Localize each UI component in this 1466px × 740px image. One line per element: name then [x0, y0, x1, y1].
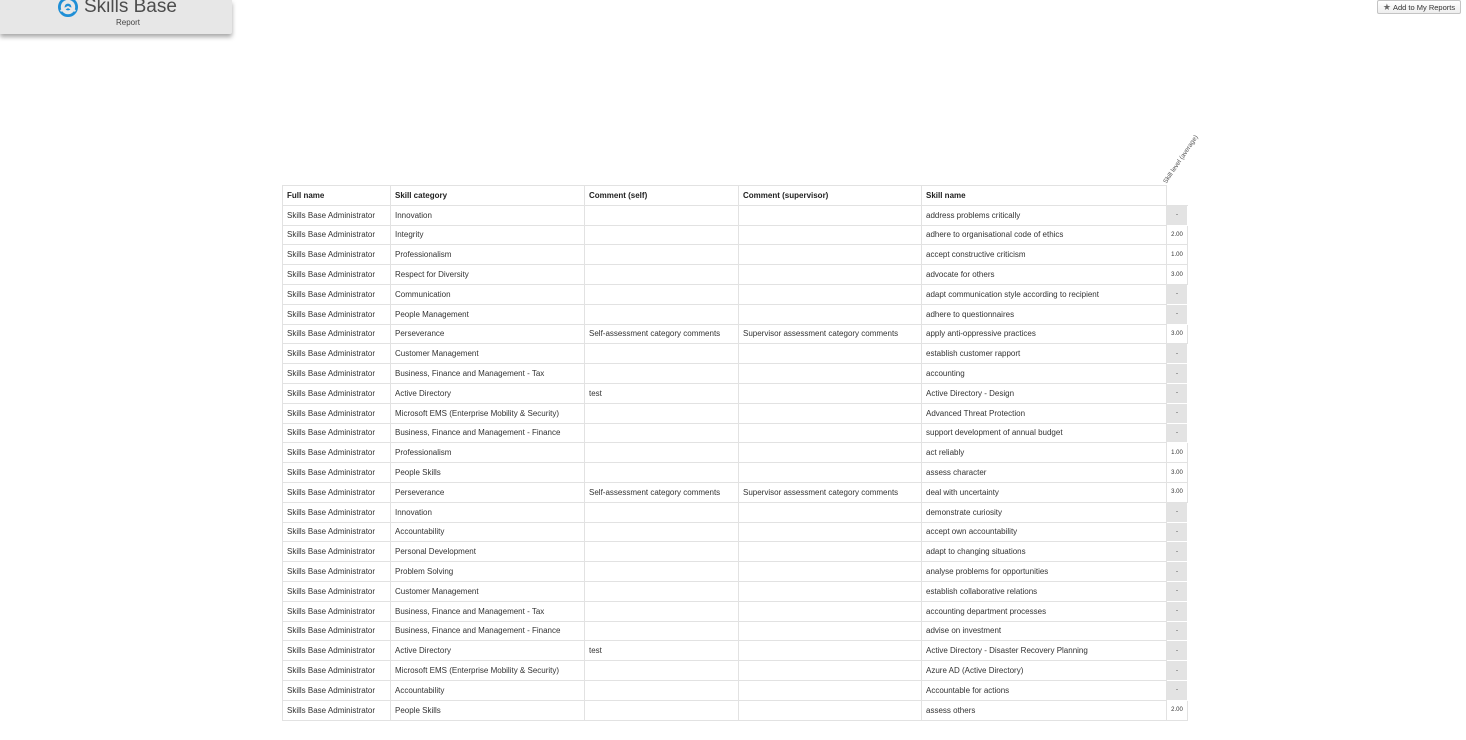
column-header-comment-supervisor[interactable]: Comment (supervisor): [739, 186, 922, 206]
cell-skill-name: adapt communication style according to recipient: [922, 284, 1167, 304]
table-row: [283, 225, 1188, 245]
cell-skill-category: Problem Solving: [391, 562, 585, 582]
cell-comment-self: Self-assessment category comments: [585, 324, 739, 344]
cell-comment-supervisor: [739, 661, 922, 681]
cell-skill-category: Customer Management: [391, 581, 585, 601]
cell-skill-name: advise on investment: [922, 621, 1167, 641]
brand-logo-row[interactable]: [58, 0, 177, 18]
cell-full-name: Skills Base Administrator: [283, 522, 391, 542]
cell-full-name: Skills Base Administrator: [283, 403, 391, 423]
cell-comment-supervisor: [739, 542, 922, 562]
table-row: [283, 680, 1188, 700]
table-row: [283, 245, 1188, 265]
cell-skill-category: Microsoft EMS (Enterprise Mobility & Security): [391, 661, 585, 681]
add-to-my-reports-label: Add to My Reports: [1392, 2, 1456, 12]
cell-comment-supervisor: [739, 522, 922, 542]
table-row: [283, 562, 1188, 582]
cell-skill-name: Active Directory - Design: [922, 383, 1167, 403]
cell-full-name: Skills Base Administrator: [283, 641, 391, 661]
cell-comment-supervisor: [739, 265, 922, 285]
cell-skill-category: Innovation: [391, 205, 585, 225]
table-row: [283, 502, 1188, 522]
cell-full-name: Skills Base Administrator: [283, 423, 391, 443]
cell-skill-level: -: [1167, 621, 1188, 641]
cell-skill-name: demonstrate curiosity: [922, 502, 1167, 522]
cell-comment-self: Self-assessment category comments: [585, 482, 739, 502]
cell-comment-supervisor: [739, 641, 922, 661]
cell-comment-self: [585, 403, 739, 423]
column-header-skill-category[interactable]: Skill category: [391, 186, 585, 206]
table-row: [283, 423, 1188, 443]
cell-skill-level: -: [1167, 661, 1188, 681]
cell-skill-level: 2.00: [1167, 225, 1188, 245]
cell-full-name: Skills Base Administrator: [283, 601, 391, 621]
cell-comment-supervisor: Supervisor assessment category comments: [739, 482, 922, 502]
cell-skill-name: support development of annual budget: [922, 423, 1167, 443]
table-row: [283, 364, 1188, 384]
star-icon: ★: [1382, 1, 1391, 12]
cell-full-name: Skills Base Administrator: [283, 700, 391, 720]
column-header-skill-level: Skill level (average): [1162, 134, 1200, 185]
cell-skill-category: Innovation: [391, 502, 585, 522]
cell-comment-supervisor: [739, 463, 922, 483]
cell-full-name: Skills Base Administrator: [283, 661, 391, 681]
cell-comment-self: [585, 700, 739, 720]
cell-skill-level: -: [1167, 383, 1188, 403]
cell-comment-supervisor: [739, 304, 922, 324]
cell-skill-category: Microsoft EMS (Enterprise Mobility & Security): [391, 403, 585, 423]
cell-skill-category: Communication: [391, 284, 585, 304]
cell-skill-category: People Skills: [391, 463, 585, 483]
cell-full-name: Skills Base Administrator: [283, 443, 391, 463]
brand-header: [0, 0, 232, 34]
cell-skill-level: -: [1167, 205, 1188, 225]
cell-comment-self: [585, 601, 739, 621]
cell-skill-name: deal with uncertainty: [922, 482, 1167, 502]
cell-comment-supervisor: [739, 562, 922, 582]
cell-skill-level: -: [1167, 641, 1188, 661]
cell-skill-name: assess character: [922, 463, 1167, 483]
cell-skill-name: advocate for others: [922, 265, 1167, 285]
cell-comment-supervisor: [739, 403, 922, 423]
cell-skill-category: Business, Finance and Management - Finance: [391, 423, 585, 443]
cell-skill-level: -: [1167, 304, 1188, 324]
cell-skill-level: -: [1167, 403, 1188, 423]
cell-skill-name: adhere to organisational code of ethics: [922, 225, 1167, 245]
cell-comment-self: [585, 423, 739, 443]
cell-skill-level: 1.00: [1167, 245, 1188, 265]
cell-skill-level: -: [1167, 284, 1188, 304]
cell-full-name: Skills Base Administrator: [283, 463, 391, 483]
cell-skill-level: -: [1167, 364, 1188, 384]
cell-skill-level: 3.00: [1167, 463, 1188, 483]
cell-skill-category: Accountability: [391, 522, 585, 542]
cell-skill-level: -: [1167, 522, 1188, 542]
cell-comment-self: [585, 502, 739, 522]
cell-full-name: Skills Base Administrator: [283, 383, 391, 403]
cell-full-name: Skills Base Administrator: [283, 304, 391, 324]
cell-comment-supervisor: [739, 423, 922, 443]
cell-skill-level: 1.00: [1167, 443, 1188, 463]
table-row: [283, 383, 1188, 403]
cell-comment-supervisor: [739, 502, 922, 522]
cell-skill-name: establish collaborative relations: [922, 581, 1167, 601]
cell-skill-name: accept constructive criticism: [922, 245, 1167, 265]
cell-comment-supervisor: [739, 581, 922, 601]
cell-comment-self: [585, 522, 739, 542]
cell-skill-level: -: [1167, 423, 1188, 443]
cell-comment-self: [585, 245, 739, 265]
cell-skill-level: 3.00: [1167, 482, 1188, 502]
cell-skill-category: People Management: [391, 304, 585, 324]
cell-comment-self: [585, 463, 739, 483]
table-row: [283, 621, 1188, 641]
cell-comment-self: [585, 581, 739, 601]
cell-skill-category: Professionalism: [391, 443, 585, 463]
table-row: [283, 304, 1188, 324]
cell-full-name: Skills Base Administrator: [283, 265, 391, 285]
table-row: [283, 661, 1188, 681]
report-table: [282, 185, 1188, 721]
cell-skill-level: -: [1167, 581, 1188, 601]
table-row: [283, 463, 1188, 483]
cell-skill-level: -: [1167, 562, 1188, 582]
cell-comment-self: [585, 304, 739, 324]
cell-comment-self: [585, 265, 739, 285]
cell-skill-name: Active Directory - Disaster Recovery Planning: [922, 641, 1167, 661]
cell-comment-self: [585, 443, 739, 463]
table-row: [283, 601, 1188, 621]
cell-skill-level: 3.00: [1167, 265, 1188, 285]
cell-skill-level: 2.00: [1167, 700, 1188, 720]
cell-skill-level: -: [1167, 680, 1188, 700]
cell-comment-supervisor: [739, 680, 922, 700]
cell-full-name: Skills Base Administrator: [283, 245, 391, 265]
cell-skill-category: Respect for Diversity: [391, 265, 585, 285]
cell-comment-self: [585, 542, 739, 562]
table-body: [283, 205, 1188, 720]
column-header-skill-level-cell: [1167, 186, 1188, 206]
cell-skill-level: -: [1167, 344, 1188, 364]
cell-skill-category: Active Directory: [391, 383, 585, 403]
cell-skill-name: analyse problems for opportunities: [922, 562, 1167, 582]
cell-comment-supervisor: [739, 364, 922, 384]
cell-comment-supervisor: [739, 205, 922, 225]
cell-skill-name: adhere to questionnaires: [922, 304, 1167, 324]
cell-skill-name: address problems critically: [922, 205, 1167, 225]
cell-skill-category: Customer Management: [391, 344, 585, 364]
app-subtitle: Report: [116, 18, 141, 27]
app-name: Skills Base: [84, 0, 177, 17]
cell-comment-self: [585, 225, 739, 245]
add-to-my-reports-button[interactable]: [1377, 0, 1461, 14]
cell-comment-supervisor: Supervisor assessment category comments: [739, 324, 922, 344]
table-row: [283, 403, 1188, 423]
column-header-full-name[interactable]: Full name: [283, 186, 391, 206]
cell-skill-name: accounting department processes: [922, 601, 1167, 621]
column-header-comment-self[interactable]: Comment (self): [585, 186, 739, 206]
cell-skill-name: Accountable for actions: [922, 680, 1167, 700]
cell-full-name: Skills Base Administrator: [283, 502, 391, 522]
table-row: [283, 265, 1188, 285]
table-row: [283, 443, 1188, 463]
cell-comment-supervisor: [739, 225, 922, 245]
cell-full-name: Skills Base Administrator: [283, 562, 391, 582]
cell-comment-self: [585, 284, 739, 304]
cell-skill-category: Accountability: [391, 680, 585, 700]
cell-full-name: Skills Base Administrator: [283, 621, 391, 641]
cell-skill-name: Advanced Threat Protection: [922, 403, 1167, 423]
cell-full-name: Skills Base Administrator: [283, 344, 391, 364]
skills-base-logo-icon: [58, 0, 78, 17]
table-row: [283, 581, 1188, 601]
table-row: [283, 542, 1188, 562]
table-row: [283, 205, 1188, 225]
table-row: [283, 284, 1188, 304]
cell-skill-name: assess others: [922, 700, 1167, 720]
cell-full-name: Skills Base Administrator: [283, 284, 391, 304]
cell-comment-self: [585, 344, 739, 364]
cell-comment-supervisor: [739, 245, 922, 265]
table-row: [283, 641, 1188, 661]
cell-comment-self: [585, 562, 739, 582]
cell-comment-supervisor: [739, 700, 922, 720]
cell-skill-category: Business, Finance and Management - Finance: [391, 621, 585, 641]
table-header-row: [283, 186, 1188, 206]
cell-full-name: Skills Base Administrator: [283, 581, 391, 601]
cell-skill-level: 3.00: [1167, 324, 1188, 344]
cell-skill-name: accounting: [922, 364, 1167, 384]
cell-skill-level: -: [1167, 502, 1188, 522]
cell-skill-category: Active Directory: [391, 641, 585, 661]
cell-skill-name: Azure AD (Active Directory): [922, 661, 1167, 681]
cell-skill-category: Perseverance: [391, 482, 585, 502]
cell-comment-self: [585, 621, 739, 641]
cell-comment-supervisor: [739, 383, 922, 403]
cell-full-name: Skills Base Administrator: [283, 324, 391, 344]
cell-comment-self: test: [585, 383, 739, 403]
cell-full-name: Skills Base Administrator: [283, 542, 391, 562]
cell-skill-name: accept own accountability: [922, 522, 1167, 542]
cell-skill-category: Personal Development: [391, 542, 585, 562]
cell-skill-name: adapt to changing situations: [922, 542, 1167, 562]
cell-skill-name: apply anti-oppressive practices: [922, 324, 1167, 344]
cell-skill-level: -: [1167, 542, 1188, 562]
table-row: [283, 700, 1188, 720]
cell-skill-category: Integrity: [391, 225, 585, 245]
cell-skill-category: Business, Finance and Management - Tax: [391, 601, 585, 621]
cell-skill-name: act reliably: [922, 443, 1167, 463]
cell-full-name: Skills Base Administrator: [283, 225, 391, 245]
cell-comment-supervisor: [739, 621, 922, 641]
cell-skill-name: establish customer rapport: [922, 344, 1167, 364]
cell-comment-supervisor: [739, 344, 922, 364]
cell-comment-self: [585, 661, 739, 681]
cell-full-name: Skills Base Administrator: [283, 680, 391, 700]
cell-skill-category: Perseverance: [391, 324, 585, 344]
cell-skill-level: -: [1167, 601, 1188, 621]
cell-comment-supervisor: [739, 443, 922, 463]
cell-comment-self: [585, 364, 739, 384]
cell-comment-self: [585, 205, 739, 225]
table-row: [283, 344, 1188, 364]
cell-skill-category: Business, Finance and Management - Tax: [391, 364, 585, 384]
table-row: [283, 324, 1188, 344]
cell-skill-category: Professionalism: [391, 245, 585, 265]
cell-comment-supervisor: [739, 601, 922, 621]
cell-skill-category: People Skills: [391, 700, 585, 720]
cell-comment-self: [585, 680, 739, 700]
cell-comment-self: test: [585, 641, 739, 661]
cell-full-name: Skills Base Administrator: [283, 205, 391, 225]
column-header-skill-name[interactable]: Skill name: [922, 186, 1167, 206]
cell-full-name: Skills Base Administrator: [283, 482, 391, 502]
cell-full-name: Skills Base Administrator: [283, 364, 391, 384]
cell-comment-supervisor: [739, 284, 922, 304]
table-row: [283, 522, 1188, 542]
table-row: [283, 482, 1188, 502]
